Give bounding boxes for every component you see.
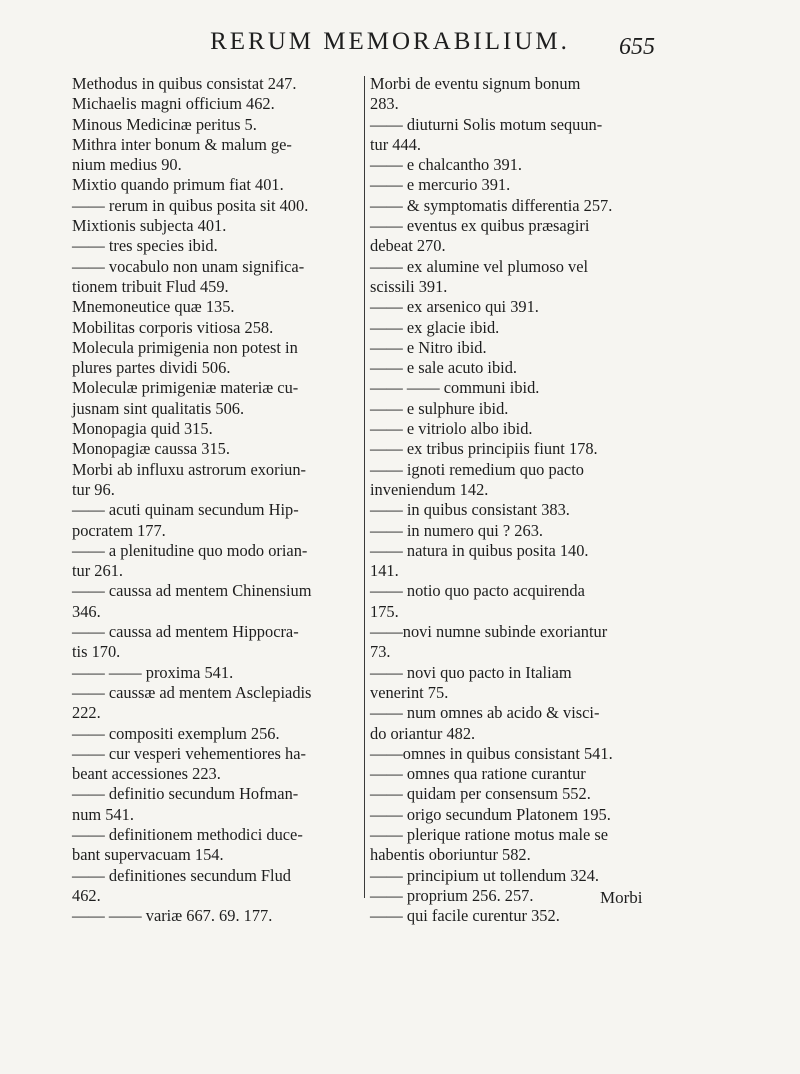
index-line: —— e Nitro ibid. bbox=[370, 337, 487, 357]
index-line: tur 444. bbox=[370, 134, 421, 154]
index-line: Mixtio quando primum fiat 401. bbox=[72, 175, 284, 195]
index-line: —— in quibus consistant 383. bbox=[370, 500, 570, 520]
index-line: —— ex arsenico qui 391. bbox=[370, 297, 539, 317]
index-line: —— in numero qui ? 263. bbox=[370, 520, 543, 540]
index-line: —— ignoti remedium quo pacto bbox=[370, 459, 584, 479]
index-line: —— caussa ad mentem Chinensium bbox=[72, 581, 312, 601]
index-line: Monopagiæ caussa 315. bbox=[72, 439, 230, 459]
index-line: —— acuti quinam secundum Hip- bbox=[72, 500, 299, 520]
index-line: —— e sulphure ibid. bbox=[370, 398, 509, 418]
index-line: —— e mercurio 391. bbox=[370, 175, 511, 195]
index-line: Mixtionis subjecta 401. bbox=[72, 216, 227, 236]
index-line: —— tres species ibid. bbox=[72, 236, 218, 256]
index-line: —— —— proxima 541. bbox=[72, 662, 234, 682]
index-line: —— origo secundum Platonem 195. bbox=[370, 804, 611, 824]
index-line: 222. bbox=[72, 703, 101, 723]
index-line: —— e chalcantho 391. bbox=[370, 155, 523, 175]
index-line: do oriantur 482. bbox=[370, 723, 476, 743]
index-line: —— —— communi ibid. bbox=[370, 378, 540, 398]
index-line: Methodus in quibus consistat 247. bbox=[72, 74, 297, 93]
index-line: —— vocabulo non unam significa- bbox=[72, 256, 305, 276]
index-line: —— cur vesperi vehementiores ha- bbox=[72, 743, 306, 763]
index-line: —— quidam per consensum 552. bbox=[370, 784, 591, 804]
index-column-right bbox=[370, 74, 652, 926]
index-line: venerint 75. bbox=[370, 682, 449, 702]
index-line: Moleculæ primigeniæ materiæ cu- bbox=[72, 378, 299, 398]
index-line: —— definitio secundum Hofman- bbox=[72, 784, 299, 804]
index-line: —— ex glacie ibid. bbox=[370, 317, 500, 337]
index-line: —— novi quo pacto in Italiam bbox=[370, 662, 572, 682]
index-line: —— eventus ex quibus præsagiri bbox=[370, 216, 590, 236]
index-line: Minous Medicinæ peritus 5. bbox=[72, 114, 257, 134]
index-line: Morbi de eventu signum bonum bbox=[370, 74, 581, 93]
index-line: —— diuturni Solis motum sequun- bbox=[370, 114, 603, 134]
index-line: —— a plenitudine quo modo orian- bbox=[72, 540, 308, 560]
index-line: —— proprium 256. 257. bbox=[370, 885, 534, 905]
index-line: 73. bbox=[370, 642, 391, 662]
index-line: ——omnes in quibus consistant 541. bbox=[370, 743, 613, 763]
index-line: —— & symptomatis differentia 257. bbox=[370, 195, 613, 215]
index-line: 462. bbox=[72, 885, 101, 905]
index-line: —— notio quo pacto acquirenda bbox=[370, 581, 585, 601]
index-line: —— rerum in quibus posita sit 400. bbox=[72, 195, 309, 215]
index-line: Mnemoneutice quæ 135. bbox=[72, 297, 235, 317]
page-number: 655 bbox=[619, 34, 655, 60]
index-line: Mithra inter bonum & malum ge- bbox=[72, 134, 292, 154]
index-line: tionem tribuit Flud 459. bbox=[72, 276, 229, 296]
catchword: Morbi bbox=[600, 888, 643, 907]
index-line: —— ex tribus principiis fiunt 178. bbox=[370, 439, 598, 459]
index-line: —— definitionem methodici duce- bbox=[72, 824, 303, 844]
index-line: plures partes dividi 506. bbox=[72, 358, 231, 378]
index-line: —— e sale acuto ibid. bbox=[370, 358, 518, 378]
index-line: beant accessiones 223. bbox=[72, 764, 221, 784]
index-line: —— ex alumine vel plumoso vel bbox=[370, 256, 589, 276]
index-line: Monopagia quid 315. bbox=[72, 419, 213, 439]
index-line: scissili 391. bbox=[370, 276, 448, 296]
index-line: 283. bbox=[370, 94, 399, 114]
index-line: debeat 270. bbox=[370, 236, 446, 256]
index-line: —— caussæ ad mentem Asclepiadis bbox=[72, 682, 312, 702]
index-line: ——novi numne subinde exoriantur bbox=[370, 622, 608, 642]
index-line: Mobilitas corporis vitiosa 258. bbox=[72, 317, 274, 337]
index-line: 346. bbox=[72, 601, 101, 621]
index-line: tur 96. bbox=[72, 479, 115, 499]
index-line: inveniendum 142. bbox=[370, 479, 489, 499]
index-line: —— compositi exemplum 256. bbox=[72, 723, 280, 743]
index-line: nium medius 90. bbox=[72, 155, 182, 175]
index-line: pocratem 177. bbox=[72, 520, 166, 540]
index-line: jusnam sint qualitatis 506. bbox=[72, 398, 245, 418]
index-line: —— num omnes ab acido & visci- bbox=[370, 703, 600, 723]
index-line: 141. bbox=[370, 561, 399, 581]
index-line: —— plerique ratione motus male se bbox=[370, 824, 609, 844]
index-line: Molecula primigenia non potest in bbox=[72, 337, 298, 357]
index-line: bant supervacuam 154. bbox=[72, 845, 224, 865]
index-line: num 541. bbox=[72, 804, 134, 824]
index-line: —— natura in quibus posita 140. bbox=[370, 540, 589, 560]
index-line: —— qui facile curentur 352. bbox=[370, 906, 560, 926]
index-line: Morbi ab influxu astrorum exoriun- bbox=[72, 459, 306, 479]
running-header: RERUM MEMORABILIUM. bbox=[210, 28, 570, 55]
index-line: tis 170. bbox=[72, 642, 121, 662]
index-line: —— definitiones secundum Flud bbox=[72, 865, 291, 885]
column-divider bbox=[364, 76, 365, 898]
index-line: —— —— variæ 667. 69. 177. bbox=[72, 906, 273, 926]
index-line: habentis oboriuntur 582. bbox=[370, 845, 531, 865]
index-column-left bbox=[72, 74, 360, 926]
index-line: —— omnes qua ratione curantur bbox=[370, 764, 586, 784]
index-line: —— e vitriolo albo ibid. bbox=[370, 419, 533, 439]
index-line: Michaelis magni officium 462. bbox=[72, 94, 275, 114]
index-line: 175. bbox=[370, 601, 399, 621]
index-line: —— principium ut tollendum 324. bbox=[370, 865, 599, 885]
index-line: tur 261. bbox=[72, 561, 123, 581]
index-line: —— caussa ad mentem Hippocra- bbox=[72, 622, 299, 642]
